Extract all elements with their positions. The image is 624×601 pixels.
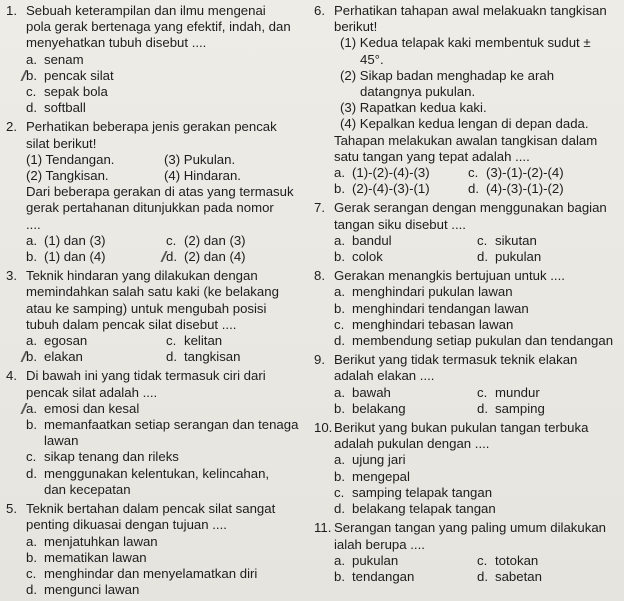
question-stem-line: Teknik hindaran yang dilakukan dengan [26,268,258,284]
answer-mark: d. [166,249,184,265]
question-stem-line: satu tangan yang tepat adalah .... [334,148,530,164]
question-number: 7. [314,200,325,216]
option-c[interactable]: c. kelitan [166,333,223,349]
question-stem-line: gerak pertahanan ditunjukkan pada nomor [26,200,274,216]
question-number: 3. [6,268,17,284]
option-c[interactable]: c. sikap tenang dan rileks [26,449,179,465]
question-11 [314,520,620,585]
option-d[interactable]: d. menggunakan kelentukan, kelincahan, dan kecepatan [26,465,270,497]
option-d[interactable]: d. (2) dan (4) [166,249,246,265]
step-line: (3) Rapatkan kedua kaki. [340,100,487,116]
step-line: (1) Kedua telapak kaki membentuk sudut ± [340,35,591,51]
question-stem-line: tangan siku disebut .... [334,216,466,232]
option-b[interactable]: b. (1) dan (4) [26,249,106,265]
option-d[interactable]: d. membendung setiap pukulan dan tendangan [334,333,614,349]
question-number: 10. [314,420,333,436]
question-stem-line: penting dikuasai dengan tujuan .... [26,517,227,533]
step-line: datangnya pukulan. [360,84,476,100]
option-c[interactable]: c. sikutan [477,232,537,248]
question-number: 11. [314,520,332,536]
option-a[interactable]: a. pukulan [334,552,399,568]
question-stem-line: .... [26,216,41,232]
question-stem-line: silat berikut! [26,135,97,151]
question-stem-line: Di bawah ini yang tidak termasuk ciri dari [26,368,266,384]
option-b[interactable]: b. menghindari tendangan lawan [334,300,529,316]
question-stem-line: Perhatikan tahapan awal melakuakn tangkisan [334,3,607,18]
question-4 [6,368,306,498]
question-stem-line: adalah pukulan dengan .... [334,436,490,452]
question-number: 5. [6,501,17,517]
answer-mark: b. [26,349,44,365]
question-stem-line: Berikut yang bukan pukulan tangan terbuka [334,420,589,436]
option-b[interactable]: b. (2)-(4)-(3)-(1) [334,181,430,197]
question-stem-line: Teknik bertahan dalam pencak silat sangat [26,501,276,517]
option-b[interactable]: b. memanfaatkan setiap serangan dan tenaga lawan [26,417,299,449]
option-a[interactable]: a. ujung jari [334,452,406,468]
option-b[interactable]: b. mematikan lawan [26,549,147,565]
option-a[interactable]: a. bandul [334,232,392,248]
question-stem-line: Perhatikan beberapa jenis gerakan pencak [26,119,277,135]
question-9 [314,352,620,417]
option-b[interactable]: b. mengepal [334,468,410,484]
question-3 [6,268,306,365]
question-number: 1. [6,3,17,18]
question-stem-line: ialah berupa .... [334,536,425,552]
option-d[interactable]: d. mengunci lawan [26,582,140,598]
answer-mark: a. [26,401,44,417]
option-b[interactable]: b. elakan [26,349,83,365]
right-column [314,3,620,588]
question-1 [6,3,306,116]
question-stem-line: berikut! [334,19,378,35]
question-number: 6. [314,3,325,18]
option-c[interactable]: c. (3)-(1)-(2)-(4) [468,165,564,181]
option-a[interactable]: a. menjatuhkan lawan [26,533,158,549]
question-stem-line: Tahapan melakukan awalan tangkisan dalam [334,132,598,148]
option-c[interactable]: c. totokan [477,552,539,568]
option-d[interactable]: d. tangkisan [166,349,241,365]
question-stem-line: Berikut yang tidak termasuk teknik elakan [334,352,578,368]
question-stem-line: adalah elakan .... [334,368,435,384]
question-stem-line: menyehatkan tubuh disebut .... [26,35,207,51]
question-stem-line: Dari beberapa gerakan di atas yang termasuk [26,184,294,200]
question-7 [314,200,620,265]
question-stem-line: Gerakan menangkis bertujuan untuk .... [334,268,565,284]
question-6 [314,3,620,197]
question-number: 8. [314,268,325,284]
question-8 [314,268,620,349]
option-b[interactable]: b. belakang [334,400,406,416]
option-c[interactable]: c. menghindar dan menyelamatkan diri [26,565,258,581]
option-a[interactable]: a. senam [26,51,84,67]
option-a[interactable]: a. egosan [26,333,88,349]
option-b[interactable]: b. pencak silat [26,67,114,83]
question-2 [6,119,306,265]
answer-mark: b. [26,68,44,84]
left-column [6,3,306,601]
list-item: (4) Hindaran. [164,168,241,184]
step-line: 45°. [360,51,384,67]
option-d[interactable]: d. pukulan [477,249,542,265]
question-stem-line: pola gerak bertenaga yang efektif, indah, dan [26,19,291,35]
question-stem-line: tubuh dalam pencak silat disebut .... [26,316,237,332]
option-a[interactable]: a. (1) dan (3) [26,232,106,248]
option-b[interactable]: b. colok [334,249,383,265]
option-c[interactable]: c. mundur [477,384,540,400]
option-d[interactable]: d. belakang telapak tangan [334,501,496,517]
list-item: (1) Tendangan. [26,151,115,167]
question-number: 9. [314,352,325,368]
option-d[interactable]: d. samping [477,400,545,416]
option-d[interactable]: d. softball [26,100,86,116]
question-10 [314,420,620,517]
list-item: (2) Tangkisan. [26,168,109,184]
step-line: (4) Kepalkan kedua lengan di depan dada. [340,116,589,132]
option-c[interactable]: c. sepak bola [26,84,108,100]
question-stem-line: atau ke samping) untuk mengubah posisi [26,300,267,316]
question-stem-line: pencak silat adalah .... [26,384,158,400]
option-d[interactable]: d. (4)-(3)-(1)-(2) [468,181,564,197]
option-c[interactable]: c. menghindari tebasan lawan [334,316,514,332]
option-a[interactable]: a. menghindari pukulan lawan [334,284,513,300]
option-c[interactable]: c. (2) dan (3) [166,232,246,248]
option-d[interactable]: d. sabetan [477,568,542,584]
question-number: 4. [6,368,17,384]
question-number: 2. [6,119,17,135]
question-stem-line: Serangan tangan yang paling umum dilakukan [334,520,606,536]
option-c[interactable]: c. samping telapak tangan [334,484,493,500]
question-stem-line: Gerak serangan dengan menggunakan bagian [334,200,607,216]
option-a[interactable]: a. (1)-(2)-(4)-(3) [334,165,430,181]
question-stem-line: Sebuah keterampilan dan ilmu mengenai [26,3,266,18]
question-stem-line: memindahkan salah satu kaki (ke belakang [26,284,279,300]
option-a[interactable]: a. bawah [334,384,391,400]
list-item: (3) Pukulan. [164,151,236,167]
question-5 [6,501,306,598]
option-a[interactable]: a. emosi dan kesal [26,400,140,416]
step-line: (2) Sikap badan menghadap ke arah [340,67,555,83]
option-b[interactable]: b. tendangan [334,568,415,584]
